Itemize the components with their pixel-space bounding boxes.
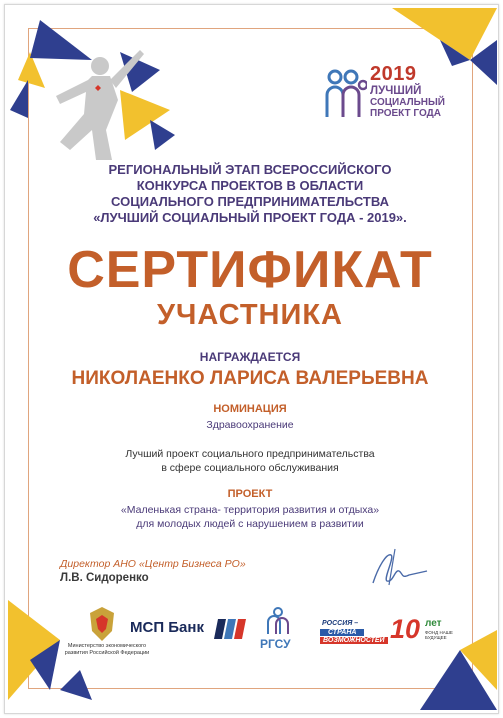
logo-line-3: ПРОЕКТ ГОДА xyxy=(370,108,441,119)
description-line-2: в сфере социального обслуживания xyxy=(161,462,339,474)
project-line-2: для молодых людей с нарушением в развитии xyxy=(136,518,364,530)
certificate-title: СЕРТИФИКАТ xyxy=(67,241,433,299)
ministry-logo-text: Министерство экономического развития Российской Федерации xyxy=(64,643,150,656)
director-signature xyxy=(365,545,435,590)
director-name: Л.В. Сидоренко xyxy=(60,572,149,584)
triangle-blue-tl1 xyxy=(10,80,28,118)
triangle-blue-bl2 xyxy=(60,670,92,700)
certificate-subtitle: УЧАСТНИКА xyxy=(156,299,343,331)
msp-bank-stripes-icon xyxy=(214,619,250,639)
nomination-label: НОМИНАЦИЯ xyxy=(213,403,287,415)
rossia-logo-line-2: СТРАНА xyxy=(320,629,364,636)
msp-bank-logo-text: МСП Банк xyxy=(130,619,204,636)
best-social-project-logo xyxy=(323,63,473,125)
director-title: Директор АНО «Центр Бизнеса РО» xyxy=(60,558,246,570)
triangle-blue-tl2 xyxy=(30,20,92,60)
triangle-blue-tl4 xyxy=(150,120,175,150)
rossia-logo-line-3: ВОЗМОЖНОСТЕЙ xyxy=(320,637,388,644)
heading-line-1: РЕГИОНАЛЬНЫЙ ЭТАП ВСЕРОССИЙСКОГО xyxy=(108,162,392,177)
ten-years-subtitle: ФОНД НАШЕ БУДУЩЕЕ xyxy=(425,630,453,640)
ten-years-number: 10 xyxy=(390,614,421,644)
heading-line-4: «ЛУЧШИЙ СОЦИАЛЬНЫЙ ПРОЕКТ ГОДА - 2019». xyxy=(93,210,407,225)
logo-year: 2019 xyxy=(370,63,417,85)
logo-line-1: ЛУЧШИЙ xyxy=(370,85,422,97)
logo-line-2: СОЦИАЛЬНЫЙ xyxy=(370,97,445,108)
project-label: ПРОЕКТ xyxy=(227,488,273,500)
awarded-label: НАГРАЖДАЕТСЯ xyxy=(199,350,301,364)
rgsu-logo-text: РГСУ xyxy=(260,637,291,651)
recipient-name: НИКОЛАЕНКО ЛАРИСА ВАЛЕРЬЕВНА xyxy=(71,368,429,389)
rgsu-emblem-icon xyxy=(262,606,294,636)
rossia-logo-line-1: РОССИЯ – xyxy=(322,620,359,627)
description-line-1: Лучший проект социального предпринимательства xyxy=(125,448,375,460)
ten-years-let: лет xyxy=(425,618,442,629)
heading-line-2: КОНКУРСА ПРОЕКТОВ В ОБЛАСТИ xyxy=(136,178,364,193)
heading-line-3: СОЦИАЛЬНОГО ПРЕДПРИНИМАТЕЛЬСТВА xyxy=(111,194,389,209)
nomination-value: Здравоохранение xyxy=(206,419,294,431)
coat-of-arms-icon xyxy=(88,605,116,643)
people-logo-icon xyxy=(323,67,367,119)
project-line-1: «Маленькая страна- территория развития и отдыха» xyxy=(120,504,380,516)
